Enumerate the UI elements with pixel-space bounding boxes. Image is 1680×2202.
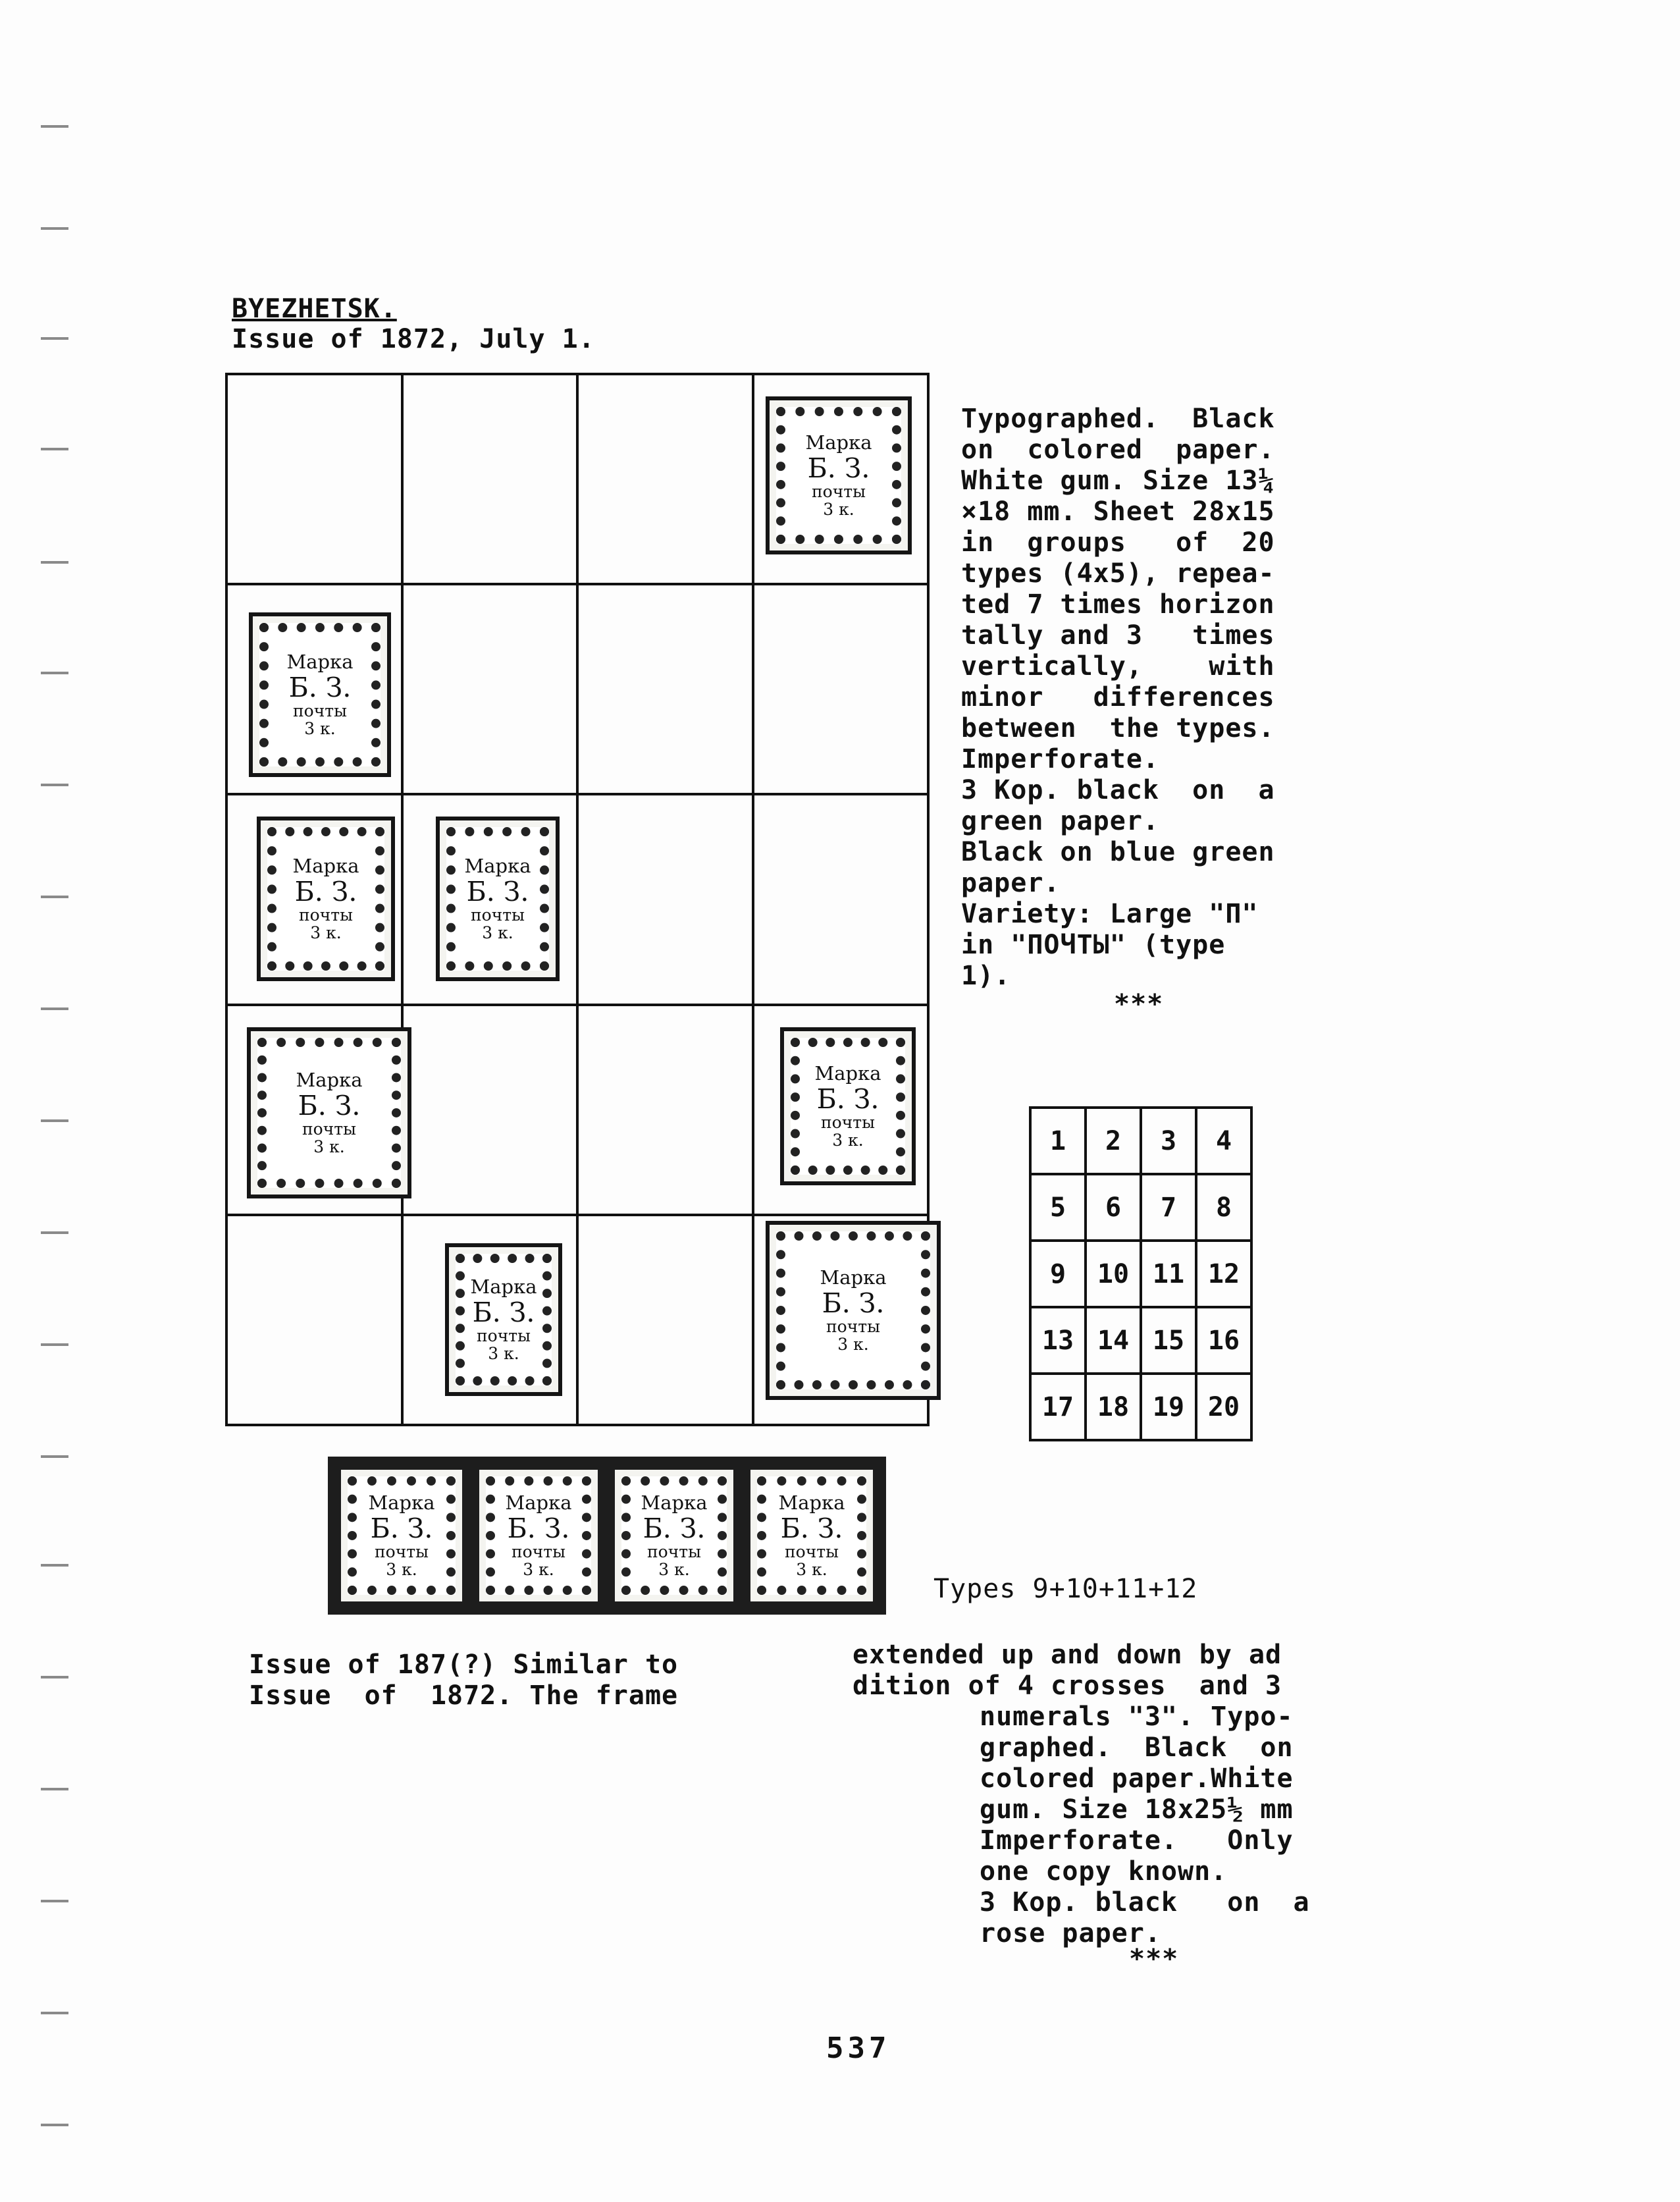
stamp-type-10: Марка Б. З. почты 3 к. — [436, 817, 560, 981]
issue-date: Issue of 1872, July 1. — [232, 324, 595, 354]
stamp-type-12-strip: Марка Б. З. почты 3 к. — [747, 1466, 877, 1605]
stamp-type-4: Марка Б. З. почты 3 к. — [766, 396, 912, 554]
stamp-type-9-strip: Марка Б. З. почты 3 к. — [337, 1466, 466, 1605]
stamp-type-10-strip: Марка Б. З. почты 3 к. — [475, 1466, 602, 1605]
stamp-type-20: Марка Б. З. почты 3 к. — [766, 1221, 941, 1400]
stamp-type-13: Марка Б. З. почты 3 к. — [247, 1027, 411, 1198]
separator-2: *** — [1129, 1944, 1179, 1974]
types-grid: 1 2 3 4 5 6 7 8 9 10 11 12 13 14 15 16 17 18 19 20 — [1029, 1106, 1253, 1441]
strip-caption: Types 9+10+11+12 — [933, 1574, 1198, 1604]
stamp-type-9: Марка Б. З. почты 3 к. — [257, 817, 395, 981]
page-number: 537 — [826, 2031, 891, 2065]
stamp-type-16: Марка Б. З. почты 3 к. — [780, 1027, 916, 1185]
stamp-type-5: Марка Б. З. почты 3 к. — [249, 612, 391, 777]
stamp-type-11-strip: Марка Б. З. почты 3 к. — [611, 1466, 737, 1605]
stamp-type-18: Марка Б. З. почты 3 к. — [445, 1243, 562, 1396]
separator-1: *** — [1114, 989, 1164, 1019]
stamp-strip — [328, 1457, 886, 1615]
page-heading: BYEZHETSK. — [232, 294, 397, 324]
